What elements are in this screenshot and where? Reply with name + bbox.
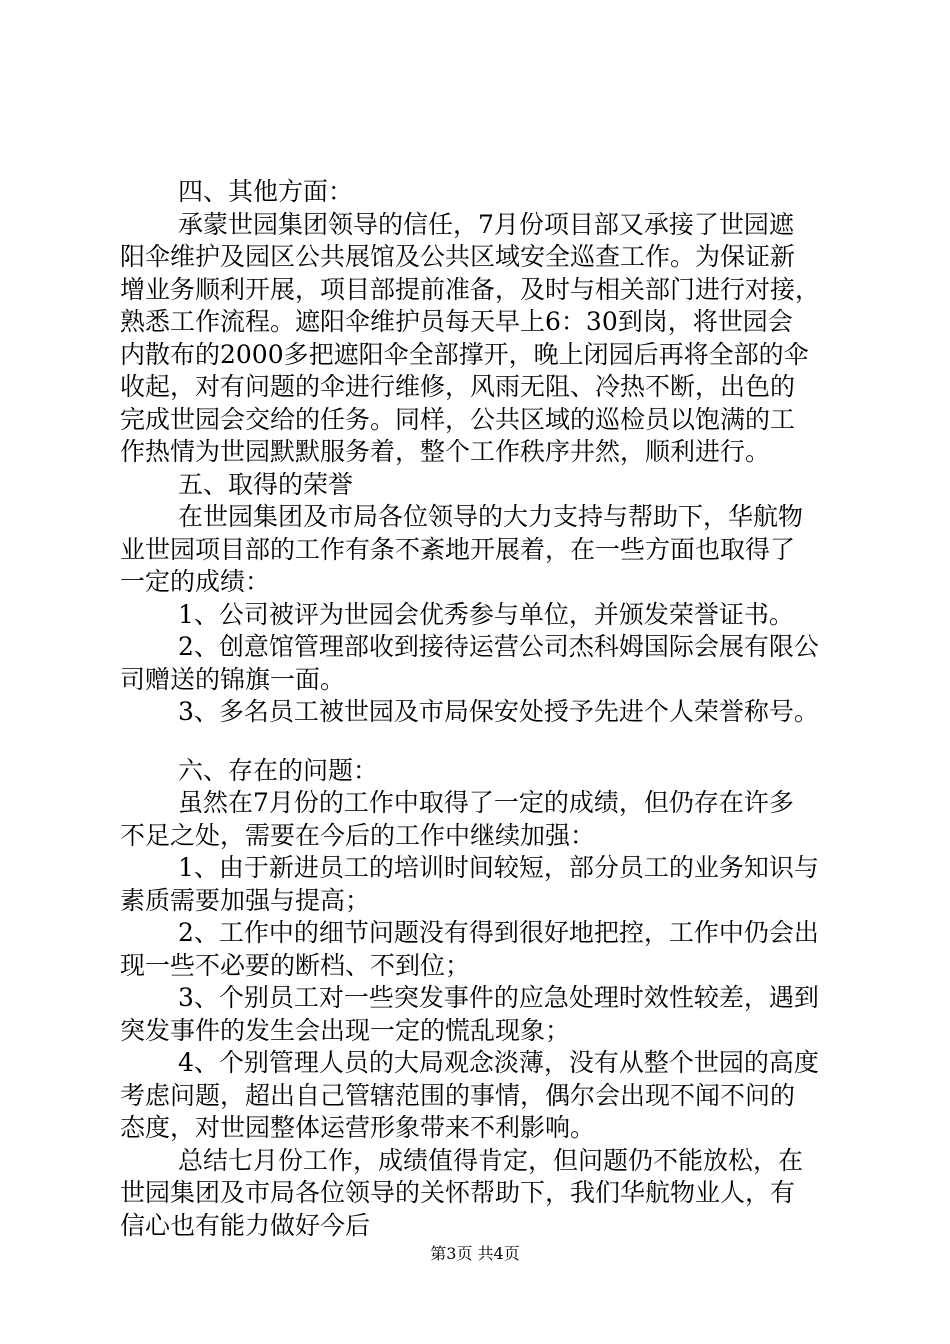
paragraph-line: 世园集团及市局各位领导的关怀帮助下，我们华航物业人，有 — [120, 1178, 796, 1207]
paragraph-line: 收起，对有问题的伞进行维修，风雨无阻、冷热不断，出色的 — [120, 372, 796, 401]
paragraph-line: 考虑问题，超出自己管辖范围的事情，偶尔会出现不闻不问的 — [120, 1081, 796, 1110]
paragraph-line: 完成世园会交给的任务。同样，公共区域的巡检员以饱满的工 — [120, 405, 796, 434]
list-item: 2、工作中的细节问题没有得到很好地把控，工作中仍会出 — [178, 918, 819, 947]
paragraph-line: 现一些不必要的断档、不到位； — [120, 951, 471, 980]
section-heading-problems: 六、存在的问题： — [178, 756, 379, 785]
section-heading-honors: 五、取得的荣誉 — [178, 470, 354, 499]
list-item: 3、个别员工对一些突发事件的应急处理时效性较差，遇到 — [178, 983, 819, 1012]
paragraph-line: 态度，对世园整体运营形象带来不利影响。 — [120, 1113, 596, 1142]
paragraph-line: 熟悉工作流程。遮阳伞维护员每天早上6：30到岗，将世园会 — [120, 307, 793, 336]
section-heading-other: 四、其他方面： — [178, 177, 354, 206]
paragraph-line: 司赠送的锦旗一面。 — [120, 665, 346, 694]
paragraph-line: 总结七月份工作，成绩值得肯定，但问题仍不能放松，在 — [178, 1146, 804, 1175]
paragraph-line: 作热情为世园默默服务着，整个工作秩序井然，顺利进行。 — [120, 437, 771, 466]
list-item: 4、个别管理人员的大局观念淡薄，没有从整个世园的高度 — [178, 1048, 819, 1077]
paragraph-line: 在世园集团及市局各位领导的大力支持与帮助下，华航物 — [178, 502, 804, 531]
list-item: 3、多名员工被世园及市局保安处授予先进个人荣誉称号。 — [178, 697, 819, 726]
paragraph-line: 阳伞维护及园区公共展馆及公共区域安全巡查工作。为保证新 — [120, 242, 796, 271]
paragraph-line: 素质需要加强与提高； — [120, 886, 371, 915]
paragraph-line: 业世园项目部的工作有条不紊地开展着，在一些方面也取得了 — [120, 535, 796, 564]
paragraph-line: 一定的成绩： — [120, 567, 271, 596]
paragraph-line: 虽然在7月份的工作中取得了一定的成绩，但仍存在许多 — [178, 788, 794, 817]
paragraph-line: 不足之处，需要在今后的工作中继续加强： — [120, 821, 596, 850]
paragraph-line: 承蒙世园集团领导的信任，7月份项目部又承接了世园遮 — [178, 210, 794, 239]
list-item: 2、创意馆管理部收到接待运营公司杰科姆国际会展有限公 — [178, 632, 819, 661]
paragraph-line: 增业务顺利开展，项目部提前准备，及时与相关部门进行对接， — [120, 275, 821, 304]
page-number-footer: 第3页 共4页 — [430, 1244, 520, 1263]
paragraph-line: 内散布的2000多把遮阳伞全部撑开，晚上闭园后再将全部的伞 — [120, 340, 809, 369]
paragraph-line: 信心也有能力做好今后 — [120, 1211, 371, 1240]
list-item: 1、公司被评为世园会优秀参与单位，并颁发荣誉证书。 — [178, 600, 794, 629]
list-item: 1、由于新进员工的培训时间较短，部分员工的业务知识与 — [178, 853, 819, 882]
paragraph-line: 突发事件的发生会出现一定的慌乱现象； — [120, 1016, 571, 1045]
